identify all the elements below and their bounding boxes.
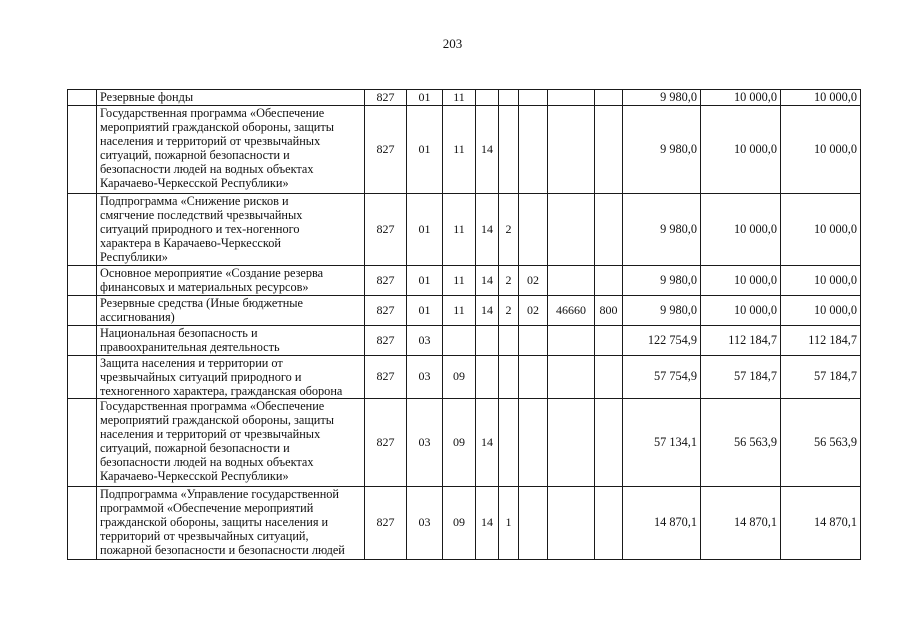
row-name-line: ситуаций природного и тех-ногенного: [100, 221, 300, 236]
ministry-code: 827: [365, 90, 407, 106]
row-name-line: смягчение последствий чрезвычайных: [100, 207, 303, 222]
expense-type-code: [595, 355, 623, 398]
row-name-line: ассигнования): [100, 309, 175, 324]
activity-code: 02: [519, 295, 548, 325]
ministry-code: 827: [365, 325, 407, 355]
row-name-line: правоохранительная деятельность: [100, 339, 280, 354]
row-name-line: ситуаций, пожарной безопасности и: [100, 440, 290, 455]
amount-year-3: 10 000,0: [781, 265, 861, 295]
activity-code: [519, 486, 548, 559]
section-code: 01: [407, 90, 443, 106]
expense-type-code: [595, 486, 623, 559]
row-name-line: Резервные средства (Иные бюджетные: [100, 295, 303, 310]
activity-code: [519, 325, 548, 355]
subsection-code: 11: [443, 90, 476, 106]
direction-code: [548, 486, 595, 559]
table-row: [68, 486, 861, 559]
direction-code: 46660: [548, 295, 595, 325]
row-name-line: ситуаций, пожарной безопасности и: [100, 147, 290, 162]
amount-year-1: 122 754,9: [623, 325, 701, 355]
subsection-code: 11: [443, 105, 476, 193]
section-code: 01: [407, 295, 443, 325]
amount-year-3: 57 184,7: [781, 355, 861, 398]
row-name-cell: [97, 193, 365, 265]
row-name-line: территорий от чрезвычайных ситуаций,: [100, 528, 309, 543]
direction-code: [548, 265, 595, 295]
section-code: 03: [407, 325, 443, 355]
subprogram-code: [499, 355, 519, 398]
expense-type-code: [595, 398, 623, 486]
row-number-cell: [68, 193, 97, 265]
row-name-cell: [97, 105, 365, 193]
row-number-cell: [68, 486, 97, 559]
table-row: [68, 90, 861, 106]
subsection-code: [443, 325, 476, 355]
row-name-line: Республики»: [100, 249, 168, 264]
row-name-cell: [97, 355, 365, 398]
section-code: 01: [407, 265, 443, 295]
row-name-line: Основное мероприятие «Создание резерва: [100, 265, 324, 280]
amount-year-3: 112 184,7: [781, 325, 861, 355]
row-name-line: гражданской обороны, защиты населения и: [100, 514, 329, 529]
subsection-code: 09: [443, 486, 476, 559]
ministry-code: 827: [365, 355, 407, 398]
amount-year-2: 10 000,0: [701, 265, 781, 295]
row-number-cell: [68, 398, 97, 486]
subsection-code: 11: [443, 265, 476, 295]
expense-type-code: [595, 90, 623, 106]
row-name-cell: [97, 398, 365, 486]
subprogram-code: [499, 105, 519, 193]
amount-year-2: 56 563,9: [701, 398, 781, 486]
subprogram-code: 2: [499, 193, 519, 265]
table-row: [68, 355, 861, 398]
amount-year-2: 10 000,0: [701, 295, 781, 325]
amount-year-3: 10 000,0: [781, 90, 861, 106]
row-name-cell: [97, 486, 365, 559]
section-code: 01: [407, 193, 443, 265]
program-code: 14: [476, 295, 499, 325]
amount-year-2: 10 000,0: [701, 105, 781, 193]
row-name-line: Карачаево-Черкесской Республики»: [100, 175, 289, 190]
budget-table: [67, 89, 861, 560]
amount-year-1: 9 980,0: [623, 105, 701, 193]
row-number-cell: [68, 355, 97, 398]
table-row: [68, 398, 861, 486]
activity-code: [519, 193, 548, 265]
row-name-cell: [97, 90, 365, 106]
row-name-line: Подпрограмма «Управление государственной: [100, 486, 340, 501]
row-name-line: мероприятий гражданской обороны, защиты: [100, 119, 335, 134]
direction-code: [548, 325, 595, 355]
direction-code: [548, 193, 595, 265]
expense-type-code: [595, 325, 623, 355]
row-name-line: пожарной безопасности и безопасности людей: [100, 542, 345, 557]
amount-year-1: 9 980,0: [623, 295, 701, 325]
expense-type-code: 800: [595, 295, 623, 325]
section-code: 03: [407, 398, 443, 486]
row-name-line: чрезвычайных ситуаций природного и: [100, 369, 302, 384]
subprogram-code: [499, 398, 519, 486]
program-code: [476, 90, 499, 106]
subsection-code: 11: [443, 193, 476, 265]
amount-year-1: 9 980,0: [623, 265, 701, 295]
row-name-line: Резервные фонды: [100, 90, 194, 104]
expense-type-code: [595, 265, 623, 295]
table-row: [68, 105, 861, 193]
row-name-line: населения и территорий от чрезвычайных: [100, 133, 321, 148]
section-code: 01: [407, 105, 443, 193]
table-row: [68, 295, 861, 325]
activity-code: [519, 355, 548, 398]
amount-year-3: 14 870,1: [781, 486, 861, 559]
row-number-cell: [68, 325, 97, 355]
direction-code: [548, 398, 595, 486]
subsection-code: 11: [443, 295, 476, 325]
amount-year-1: 14 870,1: [623, 486, 701, 559]
direction-code: [548, 355, 595, 398]
subsection-code: 09: [443, 398, 476, 486]
activity-code: 02: [519, 265, 548, 295]
row-name-line: финансовых и материальных ресурсов»: [100, 279, 309, 294]
table-row: [68, 193, 861, 265]
ministry-code: 827: [365, 265, 407, 295]
subprogram-code: 2: [499, 295, 519, 325]
row-name-line: безопасности людей на водных объектах: [100, 454, 314, 469]
program-code: 14: [476, 193, 499, 265]
program-code: 14: [476, 486, 499, 559]
row-name-line: Государственная программа «Обеспечение: [100, 105, 325, 120]
page-number: 203: [442, 36, 463, 51]
amount-year-3: 10 000,0: [781, 295, 861, 325]
row-name-line: мероприятий гражданской обороны, защиты: [100, 412, 335, 427]
row-name-line: Защита населения и территории от: [100, 355, 283, 370]
amount-year-3: 56 563,9: [781, 398, 861, 486]
program-code: 14: [476, 398, 499, 486]
amount-year-1: 57 754,9: [623, 355, 701, 398]
expense-type-code: [595, 105, 623, 193]
direction-code: [548, 105, 595, 193]
row-name-line: техногенного характера, гражданская оборона: [100, 383, 343, 398]
table-row: [68, 265, 861, 295]
row-name-line: программой «Обеспечение мероприятий: [100, 500, 314, 515]
program-code: 14: [476, 265, 499, 295]
row-number-cell: [68, 265, 97, 295]
program-code: 14: [476, 105, 499, 193]
subprogram-code: [499, 90, 519, 106]
activity-code: [519, 90, 548, 106]
ministry-code: 827: [365, 398, 407, 486]
row-name-line: Подпрограмма «Снижение рисков и: [100, 193, 289, 208]
ministry-code: 827: [365, 295, 407, 325]
subprogram-code: 1: [499, 486, 519, 559]
section-code: 03: [407, 486, 443, 559]
section-code: 03: [407, 355, 443, 398]
table-row: [68, 325, 861, 355]
program-code: [476, 325, 499, 355]
subsection-code: 09: [443, 355, 476, 398]
row-name-line: характера в Карачаево-Черкесской: [100, 235, 281, 250]
row-name-line: Государственная программа «Обеспечение: [100, 398, 325, 413]
row-name-cell: [97, 265, 365, 295]
subprogram-code: 2: [499, 265, 519, 295]
amount-year-2: 57 184,7: [701, 355, 781, 398]
row-number-cell: [68, 295, 97, 325]
row-name-cell: [97, 295, 365, 325]
ministry-code: 827: [365, 193, 407, 265]
row-number-cell: [68, 105, 97, 193]
direction-code: [548, 90, 595, 106]
expense-type-code: [595, 193, 623, 265]
amount-year-2: 14 870,1: [701, 486, 781, 559]
activity-code: [519, 398, 548, 486]
ministry-code: 827: [365, 486, 407, 559]
row-name-line: населения и территорий от чрезвычайных: [100, 426, 321, 441]
row-number-cell: [68, 90, 97, 106]
amount-year-3: 10 000,0: [781, 193, 861, 265]
amount-year-1: 57 134,1: [623, 398, 701, 486]
program-code: [476, 355, 499, 398]
row-name-cell: [97, 325, 365, 355]
amount-year-1: 9 980,0: [623, 90, 701, 106]
amount-year-2: 112 184,7: [701, 325, 781, 355]
row-name-line: Карачаево-Черкесской Республики»: [100, 468, 289, 483]
row-name-line: Национальная безопасность и: [100, 325, 258, 340]
amount-year-3: 10 000,0: [781, 105, 861, 193]
subprogram-code: [499, 325, 519, 355]
amount-year-2: 10 000,0: [701, 193, 781, 265]
activity-code: [519, 105, 548, 193]
amount-year-2: 10 000,0: [701, 90, 781, 106]
table-body: [68, 90, 861, 560]
ministry-code: 827: [365, 105, 407, 193]
amount-year-1: 9 980,0: [623, 193, 701, 265]
row-name-line: безопасности людей на водных объектах: [100, 161, 314, 176]
